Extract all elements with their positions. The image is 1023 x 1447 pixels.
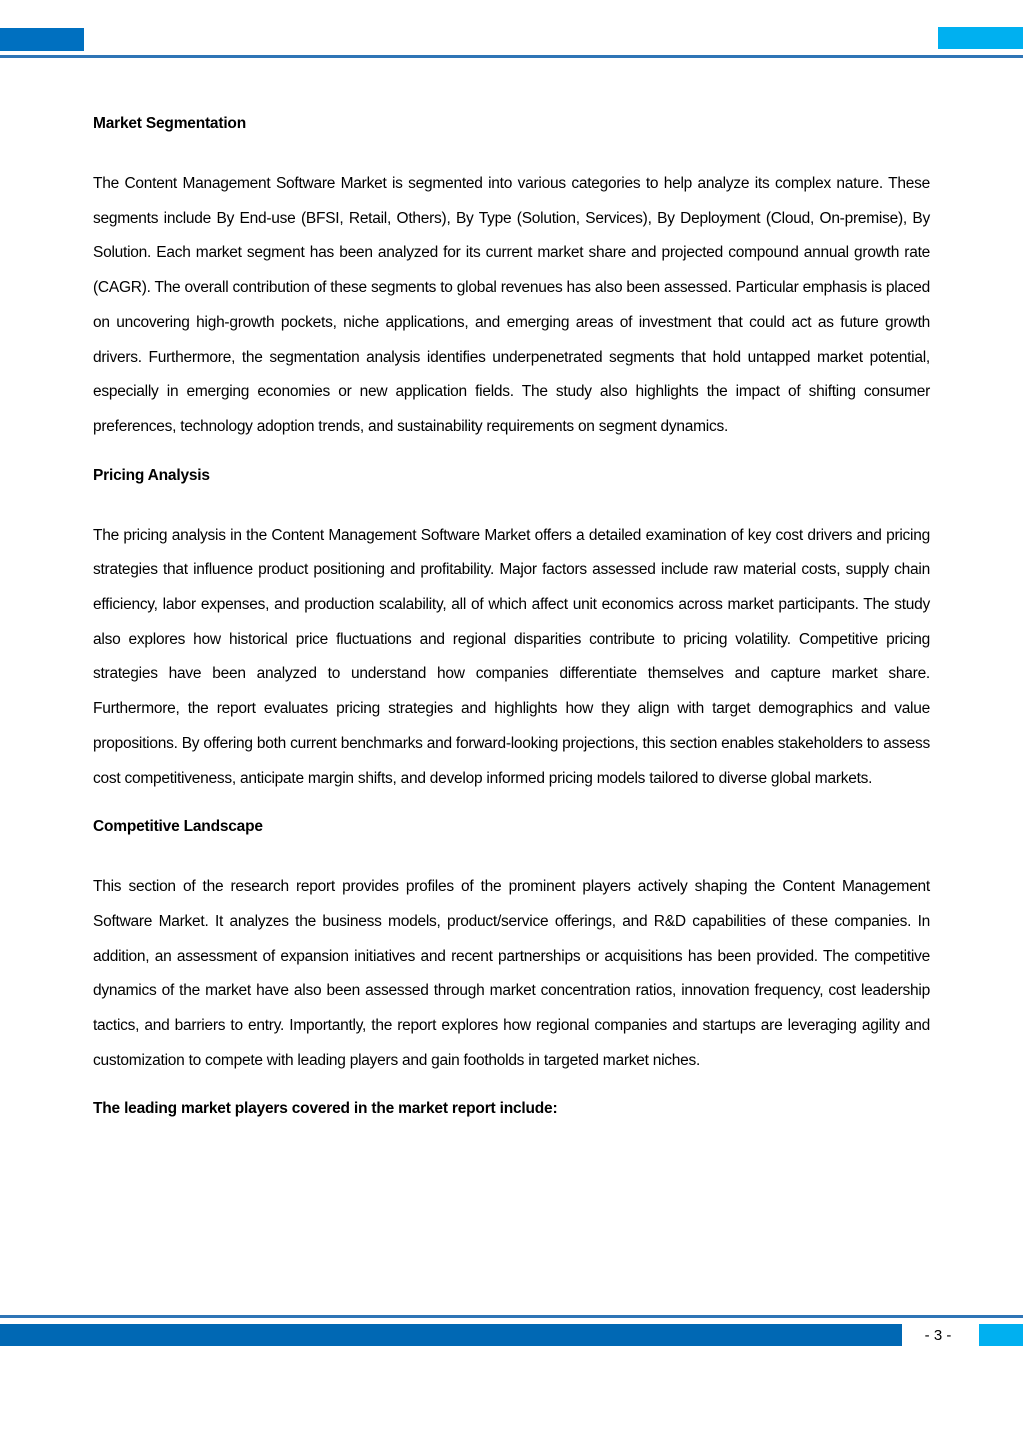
footer-right-accent-block bbox=[979, 1324, 1023, 1346]
section-body-competitive-landscape: This section of the research report provides profiles of the prominent players actively shaping the Content Management Software Market. It analyzes the business models, product/service offerings, and R&D capabilities of these companies. In addition, an assessment of expansion initiatives and recent partnerships or acquisitions has been provided. The competitive dynamics of the market have also been assessed through market concentration ratios, innovation frequency, cost leadership tactics, and barriers to entry. Importantly, the report explores how regional companies and startups are leveraging agility and customization to compete with leading players and gain footholds in targeted market niches. bbox=[93, 878, 930, 1069]
section-body-pricing-analysis: The pricing analysis in the Content Management Software Market offers a detailed examination of key cost drivers and pricing strategies that influence product positioning and profitability. Major factors assessed include raw material costs, supply chain efficiency, labor expenses, and production scalability, all of which affect unit economics across market participants. The study also explores how historical price fluctuations and regional disparities contribute to pricing volatility. Competitive pricing strategies have been analyzed to understand how companies differentiate themselves and capture market share. Furthermore, the report evaluates pricing strategies and highlights how they align with target demographics and value propositions. By offering both current benchmarks and forward-looking projections, this section enables stakeholders to assess cost competitiveness, anticipate margin shifts, and develop informed pricing models tailored to diverse global markets. bbox=[93, 526, 930, 787]
header-divider-line bbox=[0, 55, 1023, 58]
footer-accent-bar bbox=[0, 1324, 902, 1346]
leading-players-heading: The leading market players covered in the market report include: bbox=[93, 1100, 558, 1118]
header-left-accent-block bbox=[0, 28, 84, 51]
section-body-market-segmentation: The Content Management Software Market is segmented into various categories to help analyze its complex nature. These segments include By End-use (BFSI, Retail, Others), By Type (Solution, Services), By Deployment (Cloud, On-premise), By Solution. Each market segment has been analyzed for its current market share and projected compound annual growth rate (CAGR). The overall contribution of these segments to global revenues has also been assessed. Particular emphasis is placed on uncovering high-growth pockets, niche applications, and emerging areas of investment that could act as future growth drivers. Furthermore, the segmentation analysis identifies underpenetrated segments that hold untapped market potential, especially in emerging economies or new application fields. The study also highlights the impact of shifting consumer preferences, technology adoption trends, and sustainability requirements on segment dynamics. bbox=[93, 175, 930, 435]
page-number: - 3 - bbox=[924, 1327, 952, 1344]
header-right-accent-block bbox=[938, 27, 1023, 49]
section-heading-pricing-analysis: Pricing Analysis bbox=[93, 466, 210, 484]
section-heading-market-segmentation: Market Segmentation bbox=[93, 115, 246, 132]
page-content bbox=[93, 112, 930, 1121]
section-heading-competitive-landscape: Competitive Landscape bbox=[93, 818, 263, 836]
footer-divider-line bbox=[0, 1315, 1023, 1318]
